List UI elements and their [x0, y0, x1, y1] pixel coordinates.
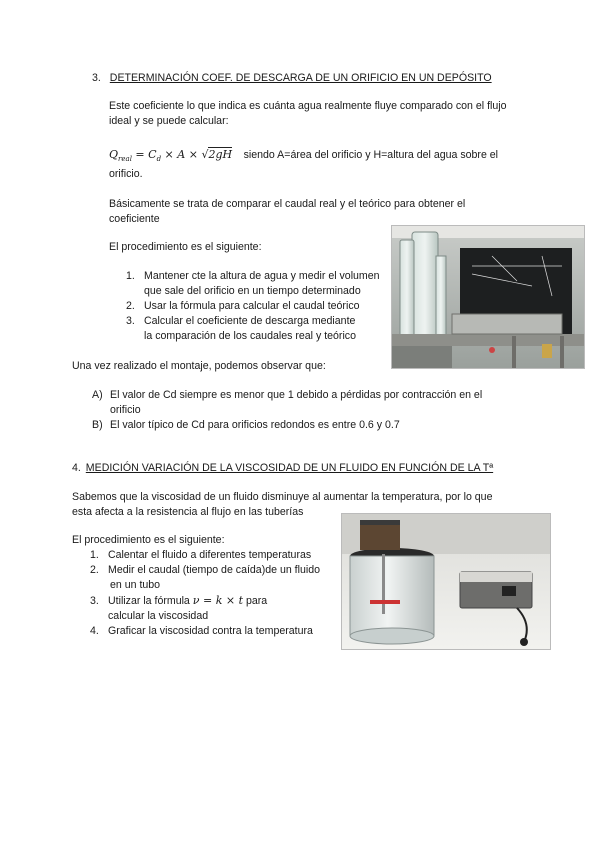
intro-line: Este coeficiente lo que indica es cuánta agua realmente fluye comparado con el flujo: [109, 100, 507, 112]
section-4-intro: Sabemos que la viscosidad de un fluido disminuye al aumentar la temperatura, por lo que esta afecta a la resistencia al flujo en las tuberías: [72, 491, 493, 518]
section-4-heading: [72, 461, 493, 476]
list-item: 4. Graficar la viscosidad contra la temperatura: [90, 625, 313, 637]
section-4-proc-label: El procedimiento es el siguiente:: [72, 534, 225, 546]
section-3-number: 3.: [92, 72, 101, 84]
section-3-title: DETERMINACIÓN COEF. DE DESCARGA DE UN ORIFICIO EN UN DEPÓSITO: [109, 72, 492, 84]
section-3-basic: Básicamente se trata de comparar el caudal real y el teórico para obtener el coeficiente: [109, 198, 466, 225]
viscometer-image: [342, 514, 550, 649]
section-4-steps: 1. Calentar el fluido a diferentes temperaturas 2. Medir el caudal (tiempo de caída)de un fluido en un tubo 3. Utilizar la fórmula ν = k × t para calcular la viscosidad 4. Graficar la viscosidad contra la temperatura: [90, 548, 350, 639]
section-4-title: MEDICIÓN VARIACIÓN DE LA VISCOSIDAD DE UN FLUIDO EN FUNCIÓN DE LA Tª: [85, 462, 494, 474]
section-3-heading: [92, 71, 492, 86]
list-item: 3. Utilizar la fórmula ν = k × t para: [90, 594, 268, 607]
tank-apparatus-image: [392, 226, 584, 368]
section-3-steps: 1. Mantener cte la altura de agua y medir el volumen que sale del orificio en un tiempo determinado 2. Usar la fórmula para calcular el caudal teórico 3. Calcular el coeficiente de descarga mediante la comparación de los caudales real y teórico: [126, 269, 396, 344]
section-3-intro: [109, 99, 507, 129]
list-item: 2. Medir el caudal (tiempo de caída)de un fluido: [90, 564, 320, 576]
viscometer-photo: [341, 513, 551, 650]
discharge-formula: $Q_{real} = C_d \times A \times √2gH$: [109, 148, 233, 164]
viscosity-formula: ν = k × t: [192, 594, 243, 607]
formula-explanation-2: orificio.: [109, 168, 143, 181]
discharge-formula-line: [109, 147, 498, 182]
list-item: 2. Usar la fórmula para calcular el caudal teórico: [126, 300, 360, 312]
tank-apparatus-photo: [391, 225, 585, 369]
formula-explanation: siendo A=área del orificio y H=altura del agua sobre el: [243, 149, 499, 161]
list-item: 1. Calentar el fluido a diferentes temperaturas: [90, 549, 312, 561]
observations-list: A) El valor de Cd siempre es menor que 1 debido a pérdidas por contracción en el orificio B) El valor típico de Cd para orificios redondos es entre 0.6 y 0.7: [92, 388, 512, 433]
observe-label: Una vez realizado el montaje, podemos observar que:: [72, 360, 326, 372]
list-item: B) El valor típico de Cd para orificios redondos es entre 0.6 y 0.7: [92, 419, 400, 431]
section-4-number: 4.: [72, 462, 81, 474]
list-item: 1. Mantener cte la altura de agua y medir el volumen: [126, 270, 380, 282]
section-3-proc-label: El procedimiento es el siguiente:: [109, 241, 262, 253]
list-item: A) El valor de Cd siempre es menor que 1 debido a pérdidas por contracción en el: [92, 389, 483, 401]
list-item: 3. Calcular el coeficiente de descarga mediante: [126, 315, 356, 327]
intro-line: ideal y se puede calcular:: [109, 115, 229, 127]
